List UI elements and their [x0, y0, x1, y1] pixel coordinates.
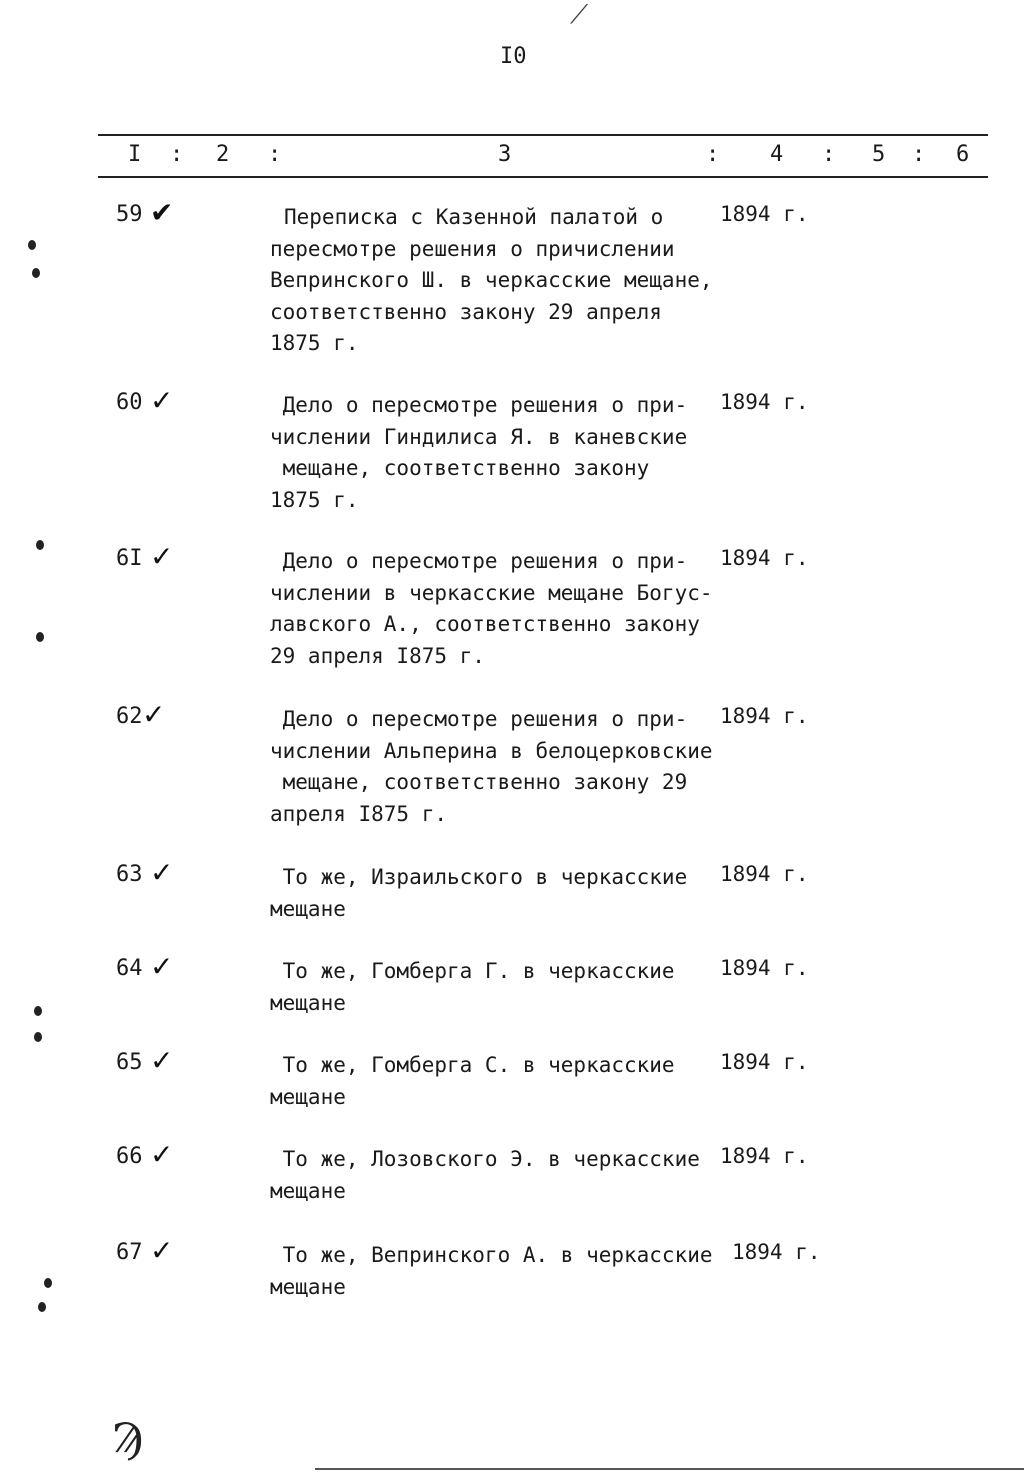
description-line: Дело о пересмотре решения о при- [270, 707, 688, 731]
description-line: То же, Гомберга С. в черкасские [270, 1053, 675, 1077]
header-col-4: 4 [770, 142, 784, 167]
header-sep: : [170, 142, 184, 167]
entry-year: 1894 г. [720, 862, 809, 886]
check-mark-icon: ✓ [142, 698, 166, 731]
header-col-1: I [128, 142, 142, 167]
description-line: То же, Вепринского А. в черкасские [270, 1243, 713, 1267]
entry-number: 60 [116, 390, 143, 415]
description-line: То же, Гомберга Г. в черкасские [270, 959, 675, 983]
entry-year: 1894 г. [732, 1240, 821, 1264]
entry-year: 1894 г. [720, 956, 809, 980]
header-sep: : [706, 142, 720, 167]
check-mark-icon: ✓ [150, 950, 174, 983]
description-line: мещане [270, 1178, 346, 1203]
description-line: Переписка с Казенной палатой о [284, 205, 664, 229]
punch-hole-mark [36, 632, 44, 642]
entry-number: 66 [116, 1144, 143, 1169]
entry-year: 1894 г. [720, 202, 809, 226]
description-line: мещане [270, 990, 346, 1015]
entry-description [270, 546, 718, 672]
check-mark-icon: ✓ [150, 1234, 174, 1267]
entry-number: 64 [116, 956, 143, 981]
entry-number: 6I [116, 546, 143, 571]
bottom-edge-line [315, 1468, 1024, 1470]
entry-number: 62 [116, 704, 143, 729]
punch-hole-mark [34, 1032, 42, 1042]
punch-hole-mark [38, 1302, 46, 1312]
entry-number: 67 [116, 1240, 143, 1265]
punch-hole-mark [28, 240, 36, 250]
handwritten-signature: Ϡ [112, 1416, 144, 1462]
check-mark-icon: ✔ [150, 196, 174, 229]
description-line: 1875 г. [270, 487, 359, 512]
description-line: соответственно закону 29 апреля [270, 299, 662, 324]
header-sep: : [268, 142, 282, 167]
description-line: числении в черкасские мещане Богус- [270, 580, 713, 605]
entry-description [270, 1050, 718, 1113]
entry-year: 1894 г. [720, 1144, 809, 1168]
entry-number: 65 [116, 1050, 143, 1075]
entry-year: 1894 г. [720, 546, 809, 570]
header-bottom-rule [98, 176, 988, 178]
description-line: числении Альперина в белоцерковские [270, 738, 713, 763]
entry-number: 59 [116, 202, 143, 227]
punch-hole-mark [34, 1006, 42, 1016]
check-mark-icon: ✓ [150, 1138, 174, 1171]
description-line: Дело о пересмотре решения о при- [270, 549, 688, 573]
entry-description [270, 862, 718, 925]
header-sep: : [822, 142, 836, 167]
check-mark-icon: ✓ [150, 384, 174, 417]
entry-number: 63 [116, 862, 143, 887]
description-line: мещане [270, 1084, 346, 1109]
header-col-2: 2 [216, 142, 230, 167]
punch-hole-mark [44, 1278, 52, 1288]
description-line: Вепринского Ш. в черкасские мещане, [270, 268, 713, 292]
entry-description [270, 202, 718, 360]
header-col-5: 5 [872, 142, 886, 167]
description-line: 1875 г. [270, 331, 359, 355]
entry-description [270, 390, 718, 516]
check-mark-icon: ✓ [150, 856, 174, 889]
header-top-rule [98, 134, 988, 136]
description-line: 29 апреля I875 г. [270, 643, 485, 668]
entry-description [270, 1240, 718, 1303]
entry-year: 1894 г. [720, 390, 809, 414]
description-line: числении Гиндилиса Я. в каневские [270, 424, 688, 449]
punch-hole-mark [36, 540, 44, 550]
entry-year: 1894 г. [720, 1050, 809, 1074]
entry-description [270, 1144, 718, 1207]
entry-year: 1894 г. [720, 704, 809, 728]
description-line: мещане, соответственно закону 29 [270, 770, 688, 794]
header-sep: : [912, 142, 926, 167]
header-col-6: 6 [956, 142, 970, 167]
check-mark-icon: ✓ [150, 540, 174, 573]
entry-description [270, 956, 718, 1019]
punch-hole-mark [32, 268, 40, 278]
description-line: Дело о пересмотре решения о при- [270, 393, 688, 417]
description-line: пересмотре решения о причислении [270, 236, 675, 261]
corner-handwritten-mark: ⟋ [570, 0, 589, 30]
description-line: мещане [270, 896, 346, 921]
description-line: лавского А., соответственно закону [270, 612, 700, 636]
page-number: I0 [500, 44, 527, 69]
entry-description [270, 704, 718, 830]
description-line: То же, Израильского в черкасские [270, 865, 688, 889]
description-line: апреля I875 г. [270, 801, 448, 826]
description-line: То же, Лозовского Э. в черкасские [270, 1147, 700, 1171]
description-line: мещане, соответственно закону [270, 456, 650, 480]
description-line: мещане [270, 1274, 346, 1299]
header-col-3: 3 [498, 142, 512, 167]
check-mark-icon: ✓ [150, 1044, 174, 1077]
